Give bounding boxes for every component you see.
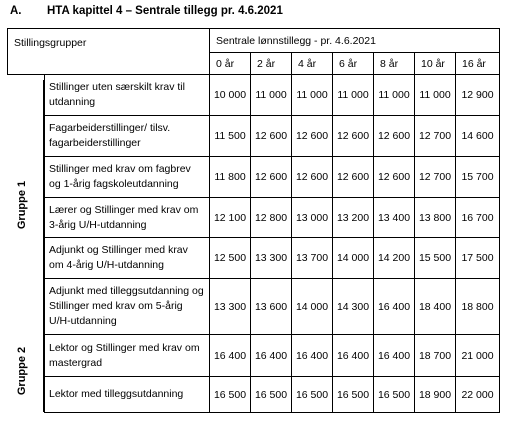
supplement-value: 11 000 <box>292 75 333 116</box>
supplement-value: 16 500 <box>251 377 292 413</box>
supplement-value: 15 700 <box>456 157 500 198</box>
supplement-value: 13 600 <box>251 279 292 335</box>
year-header: 6 år <box>333 53 374 75</box>
year-header: 10 år <box>415 53 456 75</box>
year-header: 4 år <box>292 53 333 75</box>
table-row <box>8 238 500 279</box>
supplement-value: 11 000 <box>374 75 415 116</box>
supplement-value: 12 900 <box>456 75 500 116</box>
group-gap-cell <box>8 75 45 116</box>
supplement-value: 18 800 <box>456 279 500 335</box>
supplement-value: 14 600 <box>456 116 500 157</box>
position-description: Lektor og Stillinger med krav om mastergrad <box>45 335 210 377</box>
supplement-value: 16 500 <box>210 377 251 413</box>
supplement-value: 16 400 <box>374 335 415 377</box>
table-row <box>8 198 500 238</box>
supplement-value: 14 000 <box>292 279 333 335</box>
supplement-value: 16 700 <box>456 198 500 238</box>
position-description: Stillinger med krav om fagbrev og 1-årig fagskoleutdanning <box>45 157 210 198</box>
supplement-value: 22 000 <box>456 377 500 413</box>
supplement-value: 16 400 <box>333 335 374 377</box>
position-description: Adjunkt og Stillinger med krav om 4-årig U/H-utdanning <box>45 238 210 279</box>
supplement-value: 10 000 <box>210 75 251 116</box>
supplement-value: 12 600 <box>292 157 333 198</box>
supplement-value: 13 300 <box>251 238 292 279</box>
stillingsgrupper-header: Stillingsgrupper <box>8 29 210 75</box>
supplement-value: 13 200 <box>333 198 374 238</box>
supplement-value: 11 000 <box>251 75 292 116</box>
position-description: Lektor med tilleggsutdanning <box>45 377 210 413</box>
supplement-value: 11 000 <box>415 75 456 116</box>
supplement-value: 16 400 <box>292 335 333 377</box>
supplement-value: 16 500 <box>292 377 333 413</box>
position-description: Adjunkt med tilleggsutdanning og Stillinger med krav om 5-årig U/H-utdanning <box>45 279 210 335</box>
supplement-value: 12 600 <box>251 116 292 157</box>
supplement-value: 13 300 <box>210 279 251 335</box>
supplement-value: 12 600 <box>374 116 415 157</box>
supplement-value: 11 000 <box>333 75 374 116</box>
supplement-value: 14 000 <box>333 238 374 279</box>
year-header: 2 år <box>251 53 292 75</box>
supplement-value: 21 000 <box>456 335 500 377</box>
supplement-value: 16 400 <box>210 335 251 377</box>
supplement-value: 13 000 <box>292 198 333 238</box>
supplement-value: 16 500 <box>374 377 415 413</box>
supplement-value: 18 900 <box>415 377 456 413</box>
group-gap-cell <box>8 335 45 377</box>
sentrale-tillegg-table <box>7 28 500 413</box>
supplement-value: 13 700 <box>292 238 333 279</box>
supplement-value: 12 500 <box>210 238 251 279</box>
supplement-value: 17 500 <box>456 238 500 279</box>
supplement-value: 12 600 <box>333 157 374 198</box>
group-gap-cell <box>8 157 45 198</box>
position-description: Fagarbeiderstillinger/ tilsv. fagarbeiderstillinger <box>45 116 210 157</box>
supplement-value: 15 500 <box>415 238 456 279</box>
supplement-value: 12 600 <box>374 157 415 198</box>
section-title: HTA kapittel 4 – Sentrale tillegg pr. 4.6.2021 <box>47 5 283 17</box>
supplement-value: 12 700 <box>415 157 456 198</box>
supplement-value: 14 300 <box>333 279 374 335</box>
table-row <box>8 279 500 335</box>
group-gap-cell <box>8 116 45 157</box>
supplement-value: 12 600 <box>251 157 292 198</box>
supplement-value: 12 600 <box>292 116 333 157</box>
supplement-value: 16 400 <box>374 279 415 335</box>
group-gap-cell <box>8 377 45 413</box>
supplement-value: 18 400 <box>415 279 456 335</box>
year-header: 8 år <box>374 53 415 75</box>
year-header: 16 år <box>456 53 500 75</box>
group-2-label: Gruppe 2 <box>16 346 28 396</box>
supplement-value: 11 500 <box>210 116 251 157</box>
supplement-value: 13 800 <box>415 198 456 238</box>
supplement-value: 14 200 <box>374 238 415 279</box>
table-row <box>8 335 500 377</box>
supplement-value: 13 400 <box>374 198 415 238</box>
group-gap-cell <box>8 238 45 279</box>
group-1-label: Gruppe 1 <box>16 180 28 230</box>
position-description: Stillinger uten særskilt krav til utdanning <box>45 75 210 116</box>
supplement-value: 11 800 <box>210 157 251 198</box>
section-letter: A. <box>10 5 22 17</box>
supplement-value: 12 800 <box>251 198 292 238</box>
table-row <box>8 157 500 198</box>
supplement-value: 16 500 <box>333 377 374 413</box>
sentrale-lonnstillegg-header: Sentrale lønnstillegg - pr. 4.6.2021 <box>210 29 500 53</box>
table-row <box>8 116 500 157</box>
table-row <box>8 75 500 116</box>
supplement-value: 18 700 <box>415 335 456 377</box>
table-row <box>8 377 500 413</box>
supplement-value: 12 600 <box>333 116 374 157</box>
position-description: Lærer og Stillinger med krav om 3-årig U/H-utdanning <box>45 198 210 238</box>
supplement-value: 16 400 <box>251 335 292 377</box>
group-gap-cell <box>8 198 45 238</box>
supplement-value: 12 700 <box>415 116 456 157</box>
year-header: 0 år <box>210 53 251 75</box>
supplement-value: 12 100 <box>210 198 251 238</box>
group-gap-cell <box>8 279 45 335</box>
